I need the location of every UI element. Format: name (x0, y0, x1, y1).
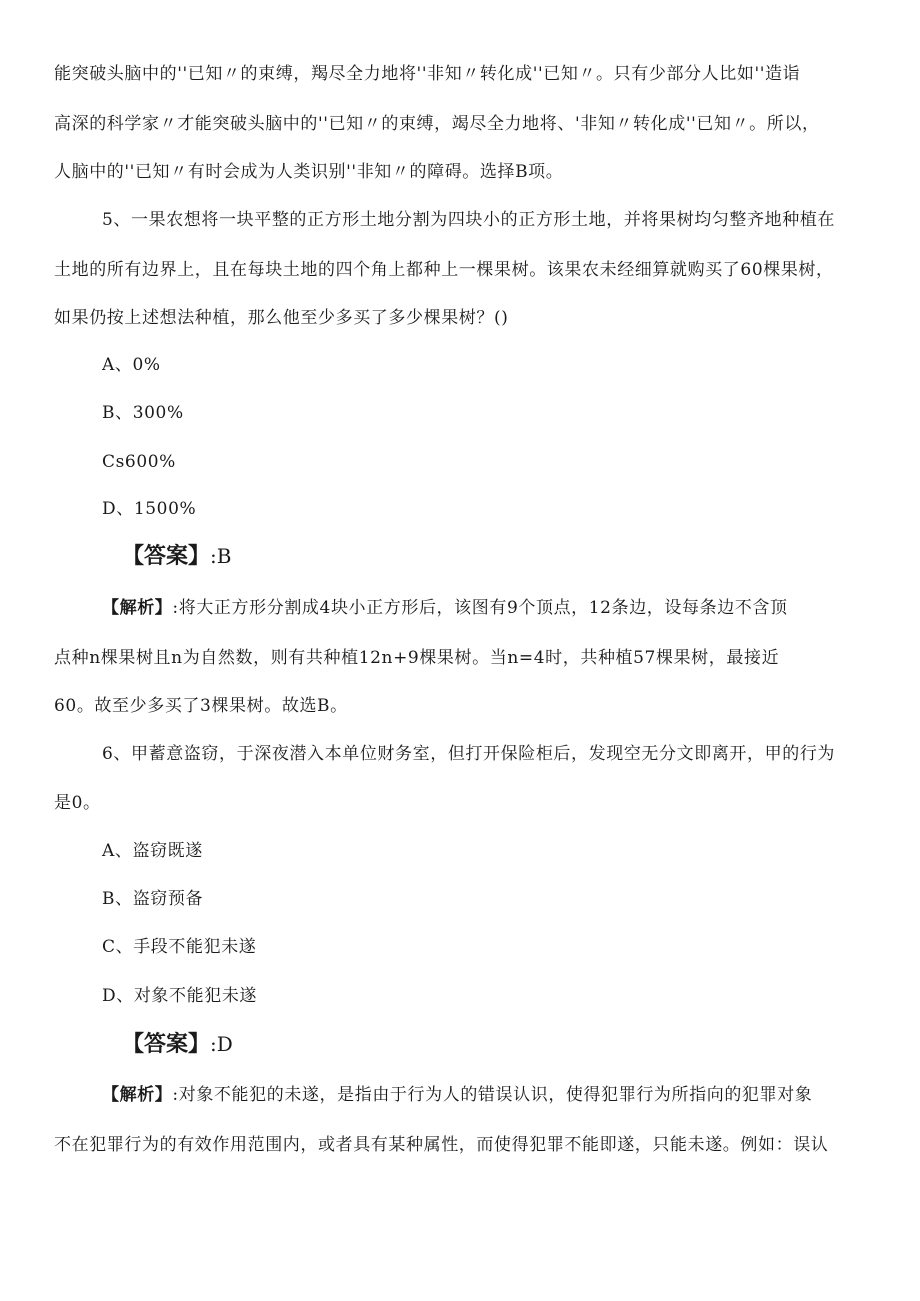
q6-option-b: B、盗窃预备 (102, 889, 204, 909)
q6-option-a: A、盗窃既遂 (102, 841, 203, 861)
q5-stem-line-3: 如果仍按上述想法种植，那么他至少多买了多少棵果树？() (54, 308, 509, 328)
q5-explanation-line-2: 点种n棵果树且n为自然数，则有共种植12n+9棵果树。当n=4时，共种植57棵果树，最接近 (54, 648, 780, 668)
q5-stem-line-1: 5、一果农想将一块平整的正方形土地分割为四块小的正方形土地，并将果树均匀整齐地种植在 (102, 210, 836, 230)
q6-stem-line-2: 是0。 (54, 793, 101, 813)
q5-option-a: A、0% (102, 355, 161, 375)
q6-stem-line-1: 6、甲蓄意盗窃，于深夜潜入本单位财务室，但打开保险柜后，发现空无分文即离开，甲的行为 (102, 744, 836, 764)
q6-answer-value: :D (210, 1032, 233, 1056)
q6-option-c: C、手段不能犯未遂 (102, 937, 257, 957)
q6-answer-label: 【答案】 (122, 1032, 211, 1057)
q5-stem-line-2: 土地的所有边界上，且在每块土地的四个角上都种上一棵果树。该果农未经细算就购买了60棵果树， (54, 260, 834, 280)
q6-explanation-text-1: :对象不能犯的未遂，是指由于行为人的错误认识，使得犯罪行为所指向的犯罪对象 (172, 1085, 813, 1105)
q5-answer (122, 544, 231, 569)
q5-option-c: Cs600% (102, 452, 176, 472)
q5-explanation-text-1: :将大正方形分割成4块小正方形后，该图有9个顶点，12条边，设每条边不含顶 (172, 598, 788, 618)
intro-line-1: 能突破头脑中的''已知〃的束缚，羯尽全力地将''非知〃转化成''已知〃。只有少部分人比如''造诣 (54, 64, 801, 84)
q5-explanation-label: 【解析】 (102, 598, 173, 618)
q5-answer-value: :B (210, 544, 232, 568)
q6-option-d: D、对象不能犯未遂 (102, 986, 258, 1006)
q5-option-b: B、300% (102, 403, 184, 423)
q5-option-d: D、1500% (102, 499, 197, 519)
q5-answer-label: 【答案】 (122, 544, 211, 569)
q5-explanation-line-1 (102, 596, 788, 620)
intro-line-2: 高深的科学家〃才能突破头脑中的''已知〃的束缚，竭尽全力地将、'非知〃转化成''已知〃。所以， (54, 114, 820, 134)
intro-line-3: 人脑中的''已知〃有时会成为人类识别''非知〃的障碍。选择B项。 (54, 162, 564, 182)
q6-explanation-label: 【解析】 (102, 1085, 173, 1105)
q6-explanation-line-2: 不在犯罪行为的有效作用范围内，或者具有某种属性，而使得犯罪不能即遂，只能未遂。例如：误认 (54, 1135, 829, 1155)
q5-explanation-line-3: 60。故至少多买了3棵果树。故选B。 (54, 696, 348, 716)
q6-explanation-line-1 (102, 1083, 812, 1107)
q6-answer (122, 1032, 233, 1057)
